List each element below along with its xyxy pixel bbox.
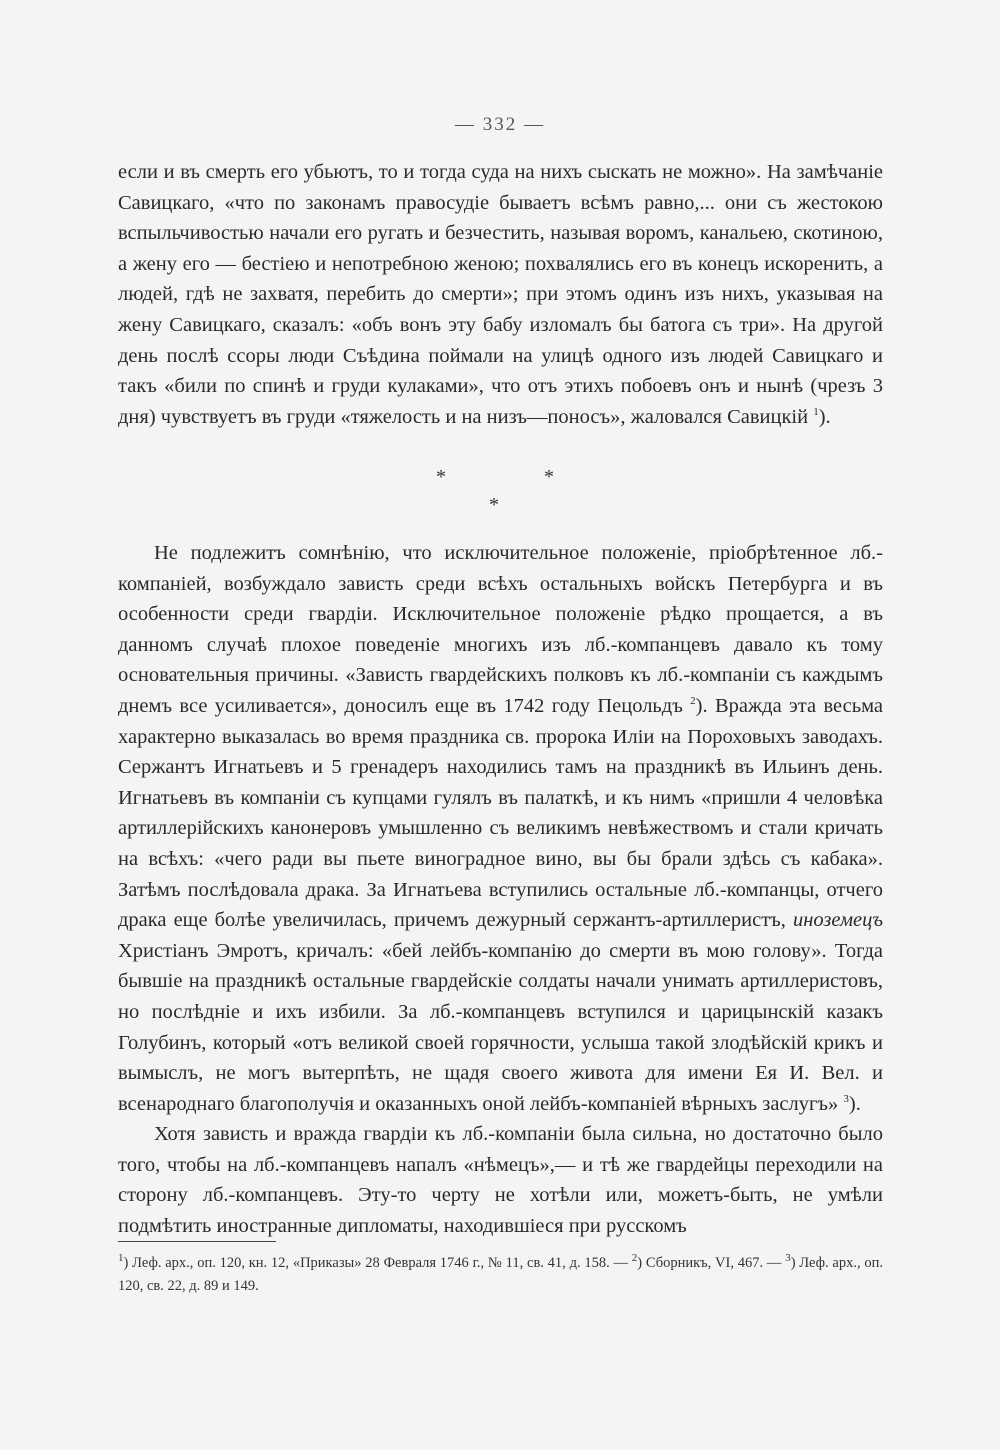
footnote-ref-1: 1 (813, 405, 819, 418)
asterisk-right: * (544, 466, 554, 488)
top-paragraph (118, 157, 883, 432)
main-paragraph-1 (118, 538, 883, 1119)
page-number: — 332 — (455, 114, 545, 135)
footnote-1-mark: 1 (118, 1252, 124, 1265)
main-text-block (118, 538, 883, 1242)
footnote-1-text: ) Леф. арх., оп. 120, кн. 12, «Приказы» 28 Февраля 1746 г., № 11, св. 41, д. 158. — (123, 1255, 628, 1271)
footnote-divider (118, 1241, 276, 1242)
asterisk-center: * (489, 494, 499, 516)
italic-word: иноземецъ (792, 909, 884, 932)
top-text-block (118, 157, 883, 432)
top-paragraph-text: если и въ смерть его убьютъ, то и тогда суда на нихъ сыскать не можно». На замѣчаніе Савицкаго, «что по законамъ правосудіе бываетъ всѣмъ равно,... они съ жестокою вспыльчивостью начали его ругать и безчестить, называя воромъ, канальею, скотиною, а жену его — бестіею и непотребною женою; похвалялись его въ конецъ искоренить, а людей, гдѣ не захватя, перебить до смерти»; при этомъ одинъ изъ нихъ, указывая на жену Савицкаго, сказалъ: «объ вонъ эту бабу изломалъ бы батога съ три». На другой день послѣ ссоры люди Съѣдина поймали на улицѣ одного изъ людей Савицкаго и такъ «били по спинѣ и груди кулаками», что отъ этихъ побоевъ онъ и нынѣ (чрезъ 3 дня) чувствуетъ въ груди «тяжелость и на низъ—поносъ», жаловался Савицкій (118, 161, 883, 428)
top-paragraph-end: ). (818, 405, 831, 428)
footnote-ref-2: 2 (690, 695, 696, 708)
footnote-3-mark: 3 (785, 1252, 791, 1265)
footnote-ref-3: 3 (843, 1092, 849, 1105)
main-paragraph-2: Хотя зависть и вражда гвардіи къ лб.-компаніи была сильна, но достаточно было того, чтобы на лб.-компанцевъ напалъ «нѣмецъ»,— и тѣ же гвардейцы переходили на сторону лб.-компанцевъ. Эту-то черту не хотѣли или, можетъ-быть, не умѣли подмѣтить иностранные дипломаты, находившіеся при русскомъ (118, 1123, 883, 1238)
footnote-2-text: ) Сборникъ, VI, 467. — (637, 1255, 782, 1271)
main-p1-part-a: Не подлежитъ сомнѣнію, что исключительное положеніе, пріобрѣтенное лб.-компаніей, возбуждало зависть среди всѣхъ остальныхъ войскъ Петербурга и въ особенности среди гвардіи. Исключительное положеніе рѣдко прощается, а въ данномъ случаѣ плохое поведеніе многихъ изъ лб.-компанцевъ давало къ тому основательныя причины. «Зависть гвардейскихъ полковъ къ лб.-компаніи съ каждымъ днемъ все усиливается», доносилъ еще въ 1742 году Пецольдъ (118, 542, 883, 717)
main-p1-end: ). (848, 1092, 861, 1115)
main-p1-part-b: ). Вражда эта весьма характерно выказалась во время праздника св. пророка Иліи на Пороховыхъ заводахъ. Сержантъ Игнатьевъ и 5 гренадеръ находились тамъ на праздникѣ въ Ильинъ день. Игнатьевъ въ компаніи съ купцами гулялъ въ палаткѣ, и къ нимъ «пришли 4 человѣка артиллерійскихъ канонеровъ умышленно съ великимъ невѣжествомъ и стали кричать на всѣхъ: «чего ради вы пьете виноградное вино, вы бы брали здѣсь съ кабака». Затѣмъ послѣдовала драка. За Игнатьева вступились остальные лб.-компанцы, отчего драка еще болѣе увеличилась, причемъ дежурный сержантъ-артиллеристъ, (118, 694, 883, 932)
footnote-3-text: ) Леф. арх., оп. 120, св. 22, д. 89 и 149. (118, 1255, 884, 1294)
asterisk-left: * (436, 466, 446, 488)
footnotes (118, 1252, 883, 1298)
section-divider-asterisks (0, 466, 1000, 526)
main-p1-part-c: Христіанъ Эмротъ, кричалъ: «бей лейбъ-компанію до смерти въ мою голову». Тогда бывшіе на праздникѣ остальные гвардейскіе солдаты начали унимать артиллеристовъ, но послѣдніе и ихъ избили. За лб.-компанцевъ вступился и царицынскій казакъ Голубинъ, который «отъ великой своей горячности, услыша такой злодѣйскій крикъ и вымыслъ, не могъ вытерпѣть, не щадя своего живота для имени Ея И. Вел. и всенароднаго благополучія и оказанныхъ оной лейбъ-компаніей вѣрныхъ заслугъ» (118, 939, 883, 1115)
footnote-2-mark: 2 (631, 1252, 638, 1265)
